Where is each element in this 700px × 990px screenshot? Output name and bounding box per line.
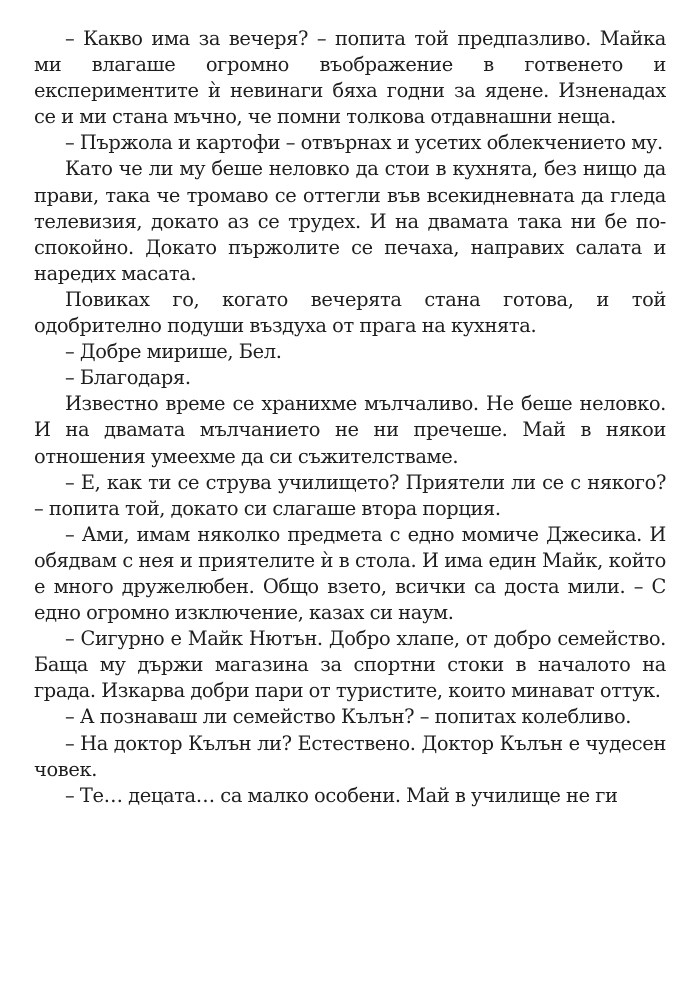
paragraph: – Благодаря. (65, 366, 191, 390)
paragraph: – На доктор Кълън ли? Естествено. Доктор Кълън е чудесен човек. (34, 731, 666, 781)
paragraph: – Е, как ти се струва училището? Приятели ли се с някого? – попита той, докато си слагаше втора порция. (34, 470, 666, 520)
paragraph: – Ами, имам няколко предмета с едно момиче Джесика. И обядвам с нея и приятелите ѝ в стола. И има един Майк, който е много дружелюбен. Общо взето, всички са доста мили. – С едно огромно изключение, казах си наум. (34, 522, 666, 625)
paragraph-last: – Те… децата… са малко особени. Май в училище не ги (65, 783, 618, 807)
paragraph: – Какво има за вечеря? – попита той предпазливо. Майка ми влагаше огромно въображение в готвенето и експериментите ѝ невинаги бяха годни за ядене. Изненадах се и ми стана мъчно, че помни толкова отдавнашни неща. (34, 27, 666, 129)
paragraph: – А познаваш ли семейство Кълън? – попитах колебливо. (65, 705, 632, 729)
paragraph: Повиках го, когато вечерята стана готова, и той одобрително подуши въздуха от прага на кухнята. (34, 287, 666, 338)
paragraph: – Добре мирише, Бел. (65, 340, 282, 364)
paragraph: Известно време се хранихме мълчаливо. Не беше неловко. И на двамата мълчанието не ни пречеше. Май в някои отношения умеехме да си съжителстваме. (34, 392, 666, 468)
paragraph: Като че ли му беше неловко да стои в кухнята, без нищо да прави, така че тромаво се оттегли във всекидневната да гледа телевизия, докато аз се трудех. И на двамата така ни бе по-спокойно. Докато пържолите се печаха, направих салата и наредих масата. (34, 157, 666, 285)
paragraph: – Пържола и картофи – отвърнах и усетих облекчението му. (65, 131, 663, 155)
paragraph: – Сигурно е Майк Нютън. Добро хлапе, от добро семейство. Баща му държи магазина за спортни стоки в началото на града. Изкарва добри пари от туристите, които минават оттук. (34, 627, 666, 703)
book-page (34, 26, 666, 986)
